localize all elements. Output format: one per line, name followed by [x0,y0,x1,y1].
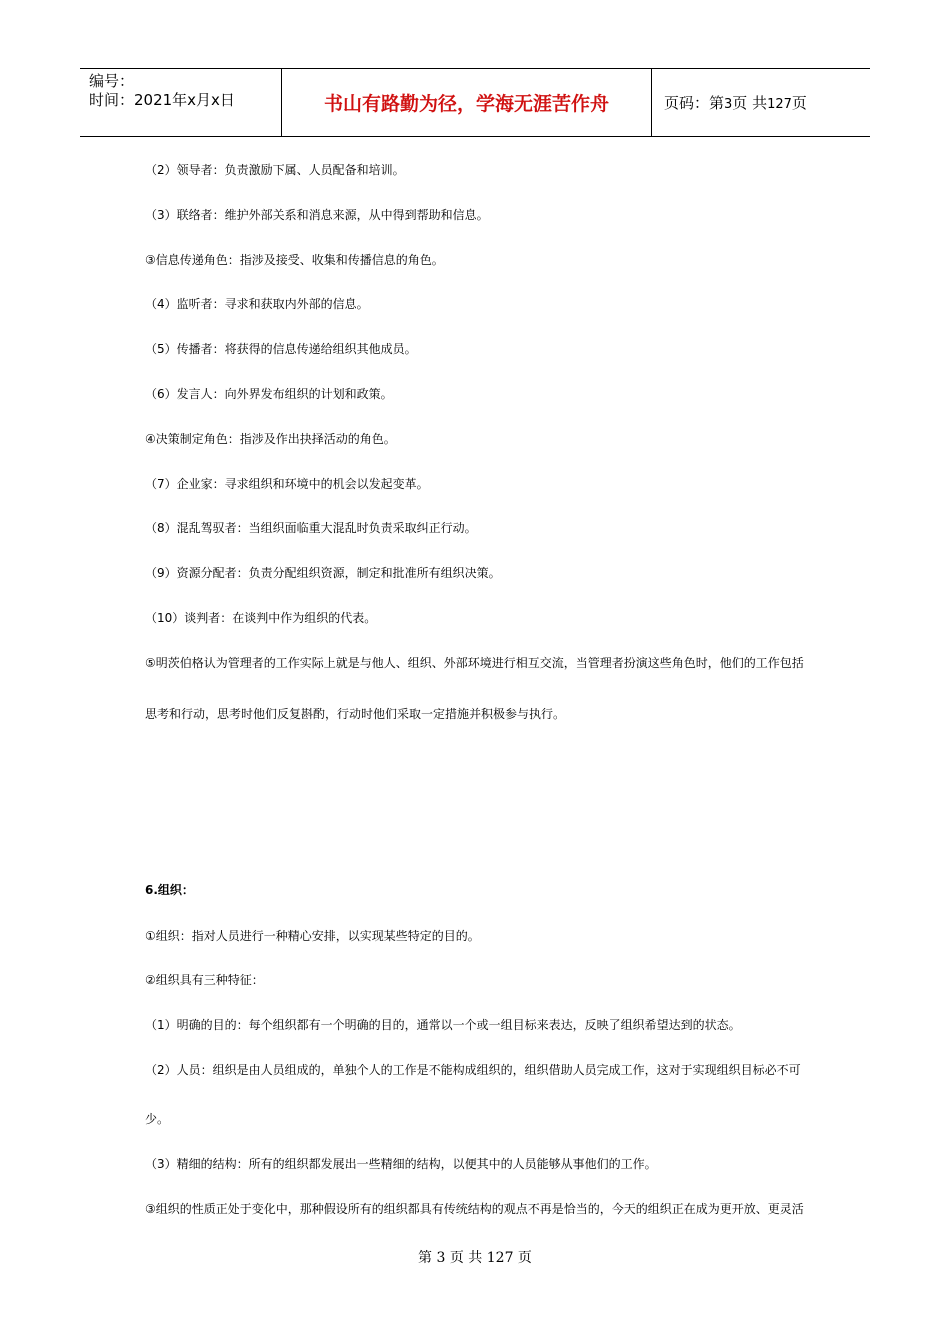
header-motto-cell [282,69,652,136]
header-meta-cell [80,69,282,136]
document-date-label: 时间：2021年x月x日 [89,91,235,109]
paragraph-mintzberg-line2: 思考和行动，思考时他们反复斟酌，行动时他们采取一定措施并积极参与执行。 [145,707,566,721]
page-prefix: 页码：第 [664,94,725,112]
paragraph-changing-nature: ③组织的性质正处于变化中，那种假设所有的组织都具有传统结构的观点不再是恰当的，今天的组织正在成为更开放、更灵活 [145,1202,804,1216]
paragraph-negotiator: （10）谈判者：在谈判中作为组织的代表。 [145,611,377,625]
page-total-number: 127 [767,97,792,112]
page-mid: 页 共 [732,94,768,112]
paragraph-people-line2: 少。 [145,1112,170,1126]
paragraph-clear-purpose: （1）明确的目的：每个组织都有一个明确的目的，通常以一个或一组目标来表达，反映了组织希望达到的状态。 [145,1018,741,1032]
paragraph-structure: （3）精细的结构：所有的组织都发展出一些精细的结构，以便其中的人员能够从事他们的工作。 [145,1157,657,1171]
page-footer: 第 3 页 共 127 页 [418,1250,532,1266]
paragraph-resource-allocator: （9）资源分配者：负责分配组织资源，制定和批准所有组织决策。 [145,566,501,580]
document-number-label: 编号： [89,72,135,90]
page-current-number: 3 [724,97,733,112]
header-motto: 书山有路勤为径，学海无涯苦作舟 [323,93,609,115]
header-page-info [664,94,807,114]
paragraph-people-line1: （2）人员：组织是由人员组成的，单独个人的工作是不能构成组织的，组织借助人员完成工作，这对于实现组织目标必不可 [145,1063,801,1077]
paragraph-leader: （2）领导者：负责激励下属、人员配备和培训。 [145,163,405,177]
paragraph-entrepreneur: （7）企业家：寻求组织和环境中的机会以发起变革。 [145,477,429,491]
paragraph-disseminator: （5）传播者：将获得的信息传递给组织其他成员。 [145,342,417,356]
paragraph-liaison: （3）联络者：维护外部关系和消息来源，从中得到帮助和信息。 [145,208,489,222]
document-header [80,68,870,137]
paragraph-informational-role: ③信息传递角色：指涉及接受、收集和传播信息的角色。 [145,253,444,267]
section-heading-organization: 6.组织： [145,883,194,897]
page-suffix: 页 [791,94,807,112]
paragraph-disturbance-handler: （8）混乱驾驭者：当组织面临重大混乱时负责采取纠正行动。 [145,521,477,535]
paragraph-spokesperson: （6）发言人：向外界发布组织的计划和政策。 [145,387,393,401]
paragraph-organization-definition: ①组织：指对人员进行一种精心安排，以实现某些特定的目的。 [145,929,480,943]
header-page-cell [652,69,870,136]
paragraph-decisional-role: ④决策制定角色：指涉及作出抉择活动的角色。 [145,432,396,446]
paragraph-mintzberg-line1: ⑤明茨伯格认为管理者的工作实际上就是与他人、组织、外部环境进行相互交流，当管理者扮演这些角色时，他们的工作包括 [145,656,804,670]
paragraph-monitor: （4）监听者：寻求和获取内外部的信息。 [145,297,369,311]
paragraph-three-characteristics: ②组织具有三种特征： [145,973,264,987]
